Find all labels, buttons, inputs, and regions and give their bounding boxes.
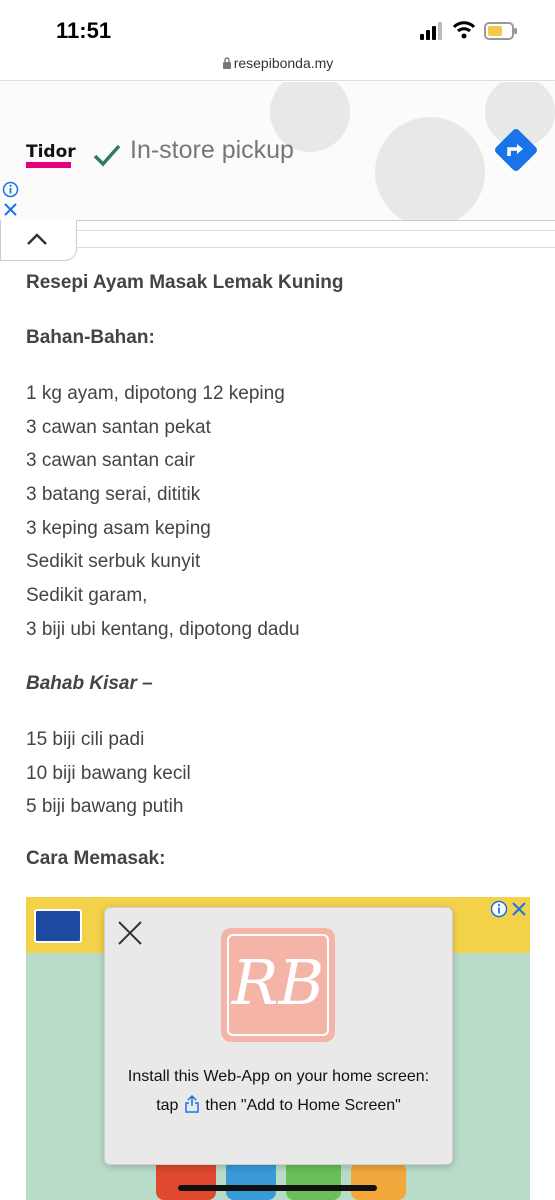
ingredient-item: 3 cawan santan cair — [26, 450, 195, 472]
install-webapp-popup — [104, 907, 453, 1165]
address-bar[interactable] — [0, 52, 555, 80]
ad-close-icon[interactable] — [510, 900, 528, 918]
brand-logo: Tidor — [26, 142, 76, 162]
divider — [0, 80, 555, 81]
brand-stripe — [26, 162, 71, 168]
ad-close-icon[interactable] — [2, 201, 19, 218]
method-heading: Cara Memasak: — [26, 848, 166, 869]
status-time: 11:51 — [56, 18, 112, 43]
close-icon[interactable] — [117, 920, 143, 946]
ingredient-item: 3 biji ubi kentang, dipotong dadu — [26, 618, 300, 640]
directions-icon[interactable] — [492, 126, 540, 174]
collapse-ad-button[interactable] — [0, 220, 77, 261]
ad-pickup-text: In-store pickup — [130, 136, 294, 164]
home-indicator[interactable] — [178, 1185, 377, 1191]
recipe-title: Resepi Ayam Masak Lemak Kuning — [26, 272, 344, 293]
ingredients-list — [26, 377, 300, 647]
blend-item: 15 biji cili padi — [26, 729, 145, 750]
cellular-signal-icon — [420, 22, 444, 40]
app-icon-initials: RB — [231, 946, 325, 1019]
blend-item: 10 biji bawang kecil — [26, 762, 191, 784]
blend-list — [26, 723, 191, 824]
ingredient-item: 3 keping asam keping — [26, 517, 211, 539]
install-text-before: Install this Web-App on your home screen: tap — [127, 1068, 430, 1114]
ingredient-item: 3 cawan santan pekat — [26, 416, 211, 438]
chevron-up-icon — [25, 230, 49, 248]
ingredient-item: Sedikit garam, — [26, 585, 148, 607]
install-instructions — [125, 1062, 432, 1120]
battery-icon — [484, 22, 518, 40]
ingredient-item: 1 kg ayam, dipotong 12 keping — [26, 383, 285, 404]
ad-anchor-line — [75, 230, 555, 248]
ingredient-item: Sedikit serbuk kunyit — [26, 551, 201, 573]
ad-info-icon[interactable] — [490, 900, 508, 918]
top-ad-banner[interactable] — [0, 82, 555, 221]
wifi-icon — [452, 20, 476, 40]
checkmark-icon — [92, 140, 122, 170]
app-icon — [221, 928, 335, 1042]
blend-item: 5 biji bawang putih — [26, 796, 184, 818]
status-bar — [0, 0, 555, 60]
lock-icon — [222, 57, 232, 69]
ingredient-item: 3 batang serai, dititik — [26, 484, 201, 506]
ad-info-icon[interactable] — [2, 181, 19, 198]
ingredients-heading: Bahan-Bahan: — [26, 327, 155, 348]
ad-brand-logo — [34, 909, 82, 943]
share-icon — [185, 1095, 199, 1113]
blend-heading: Bahab Kisar – — [26, 673, 153, 694]
url-text: resepibonda.my — [233, 55, 334, 71]
install-text-after: then "Add to Home Screen" — [205, 1097, 401, 1114]
